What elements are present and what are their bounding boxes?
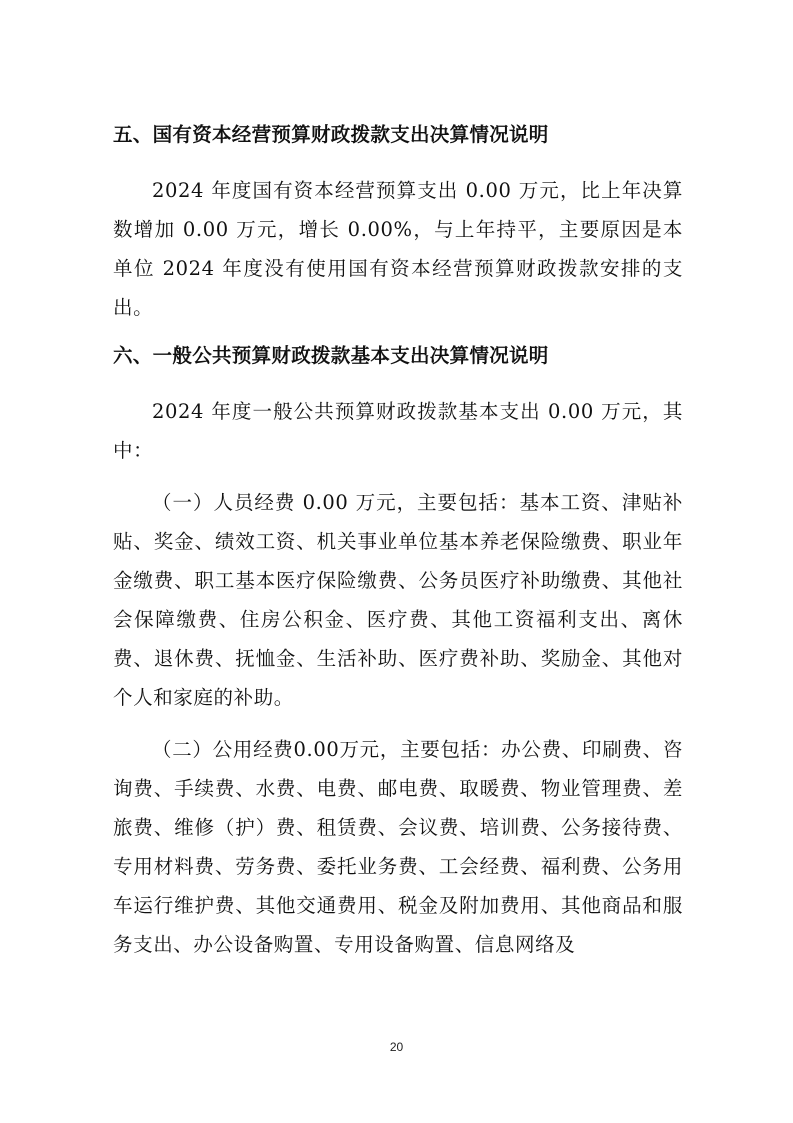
spacer bbox=[113, 154, 683, 171]
page-content bbox=[113, 115, 683, 964]
section-5-heading: 五、国有资本经营预算财政拨款支出决算情况说明 bbox=[113, 123, 549, 146]
public-expenses-paragraph: （二）公用经费0.00万元，主要包括：办公费、印刷费、咨询费、手续费、水费、电费、邮电费、取暖费、物业管理费、差旅费、维修（护）费、租赁费、会议费、培训费、公务接待费、专用材料费、劳务费、委托业务费、工会经费、福利费、公务用车运行维护费、其他交通费用、税金及附加费用、其他商品和服务支出、办公设备购置、专用设备购置、信息网络及 bbox=[113, 738, 683, 956]
section-6-intro-paragraph: 2024 年度一般公共预算财政拨款基本支出 0.00 万元，其中： bbox=[113, 400, 683, 462]
spacer bbox=[113, 470, 683, 483]
spacer bbox=[113, 327, 683, 336]
spacer bbox=[113, 375, 683, 392]
section-6-heading: 六、一般公共预算财政拨款基本支出决算情况说明 bbox=[113, 344, 549, 367]
page-number: 20 bbox=[389, 1040, 404, 1054]
personnel-expenses-paragraph: （一）人员经费 0.00 万元，主要包括：基本工资、津贴补贴、奖金、绩效工资、机关事业单位基本养老保险缴费、职业年金缴费、职工基本医疗保险缴费、公务员医疗补助缴费、其他社会保障缴费、住房公积金、医疗费、其他工资福利支出、离休费、退休费、抚恤金、生活补助、医疗费补助、奖励金、其他对个人和家庭的补助。 bbox=[113, 491, 683, 709]
section-5-paragraph: 2024 年度国有资本经营预算支出 0.00 万元，比上年决算数增加 0.00 万元，增长 0.00%，与上年持平，主要原因是本单位 2024 年度没有使用国有资本经营预算财政拨款安排的支出。 bbox=[113, 179, 683, 319]
spacer bbox=[113, 717, 683, 730]
